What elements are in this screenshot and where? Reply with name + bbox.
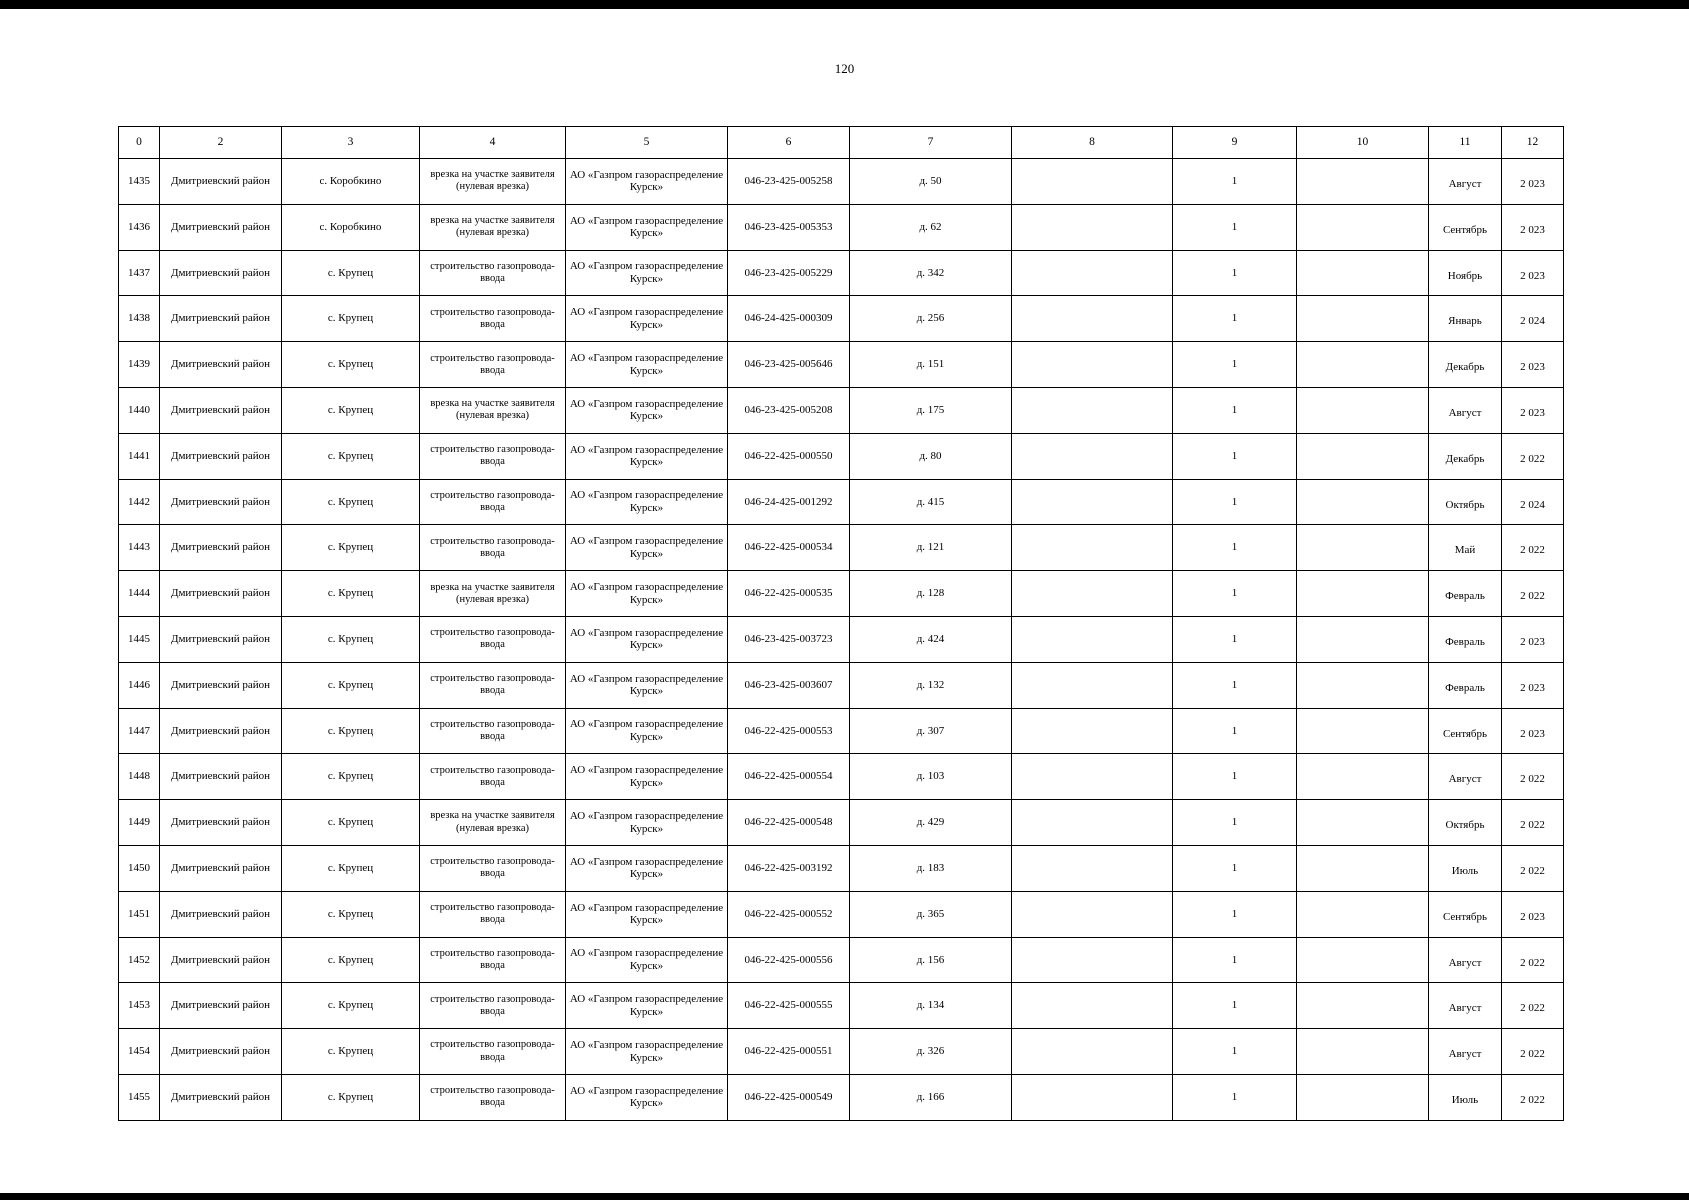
header-row [119, 127, 1564, 159]
settlement-cell: с. Крупец [282, 754, 420, 800]
header-cell: 4 [420, 127, 566, 159]
organization-cell: АО «Газпром газораспределение Курск» [566, 708, 728, 754]
work-type-cell: строительство газопровода-ввода [420, 754, 566, 800]
district-cell: Дмитриевский район [160, 479, 282, 525]
header-cell: 12 [1502, 127, 1564, 159]
application-number-cell: 046-22-425-000553 [728, 708, 850, 754]
column-8-cell [1012, 1074, 1173, 1120]
header-cell: 6 [728, 127, 850, 159]
year-cell: 2 022 [1502, 937, 1564, 983]
application-number-cell: 046-23-425-005229 [728, 250, 850, 296]
table-row [119, 800, 1564, 846]
month-cell: Февраль [1429, 571, 1502, 617]
settlement-cell: с. Крупец [282, 525, 420, 571]
settlement-cell: с. Крупец [282, 891, 420, 937]
organization-cell: АО «Газпром газораспределение Курск» [566, 159, 728, 205]
work-type-cell: строительство газопровода-ввода [420, 662, 566, 708]
address-cell: д. 342 [850, 250, 1012, 296]
column-8-cell [1012, 891, 1173, 937]
address-cell: д. 307 [850, 708, 1012, 754]
district-cell: Дмитриевский район [160, 433, 282, 479]
column-8-cell [1012, 296, 1173, 342]
row-number-cell: 1453 [119, 983, 160, 1029]
column-10-cell [1297, 204, 1429, 250]
header-cell: 2 [160, 127, 282, 159]
column-10-cell [1297, 525, 1429, 571]
column-8-cell [1012, 204, 1173, 250]
column-10-cell [1297, 296, 1429, 342]
column-10-cell [1297, 250, 1429, 296]
table-row [119, 983, 1564, 1029]
row-number-cell: 1447 [119, 708, 160, 754]
settlement-cell: с. Крупец [282, 800, 420, 846]
address-cell: д. 62 [850, 204, 1012, 250]
column-10-cell [1297, 342, 1429, 388]
month-cell: Август [1429, 937, 1502, 983]
table-row [119, 296, 1564, 342]
work-type-cell: строительство газопровода-ввода [420, 708, 566, 754]
organization-cell: АО «Газпром газораспределение Курск» [566, 250, 728, 296]
column-8-cell [1012, 708, 1173, 754]
table-row [119, 754, 1564, 800]
month-cell: Сентябрь [1429, 891, 1502, 937]
settlement-cell: с. Крупец [282, 342, 420, 388]
district-cell: Дмитриевский район [160, 204, 282, 250]
settlement-cell: с. Крупец [282, 387, 420, 433]
settlement-cell: с. Коробкино [282, 204, 420, 250]
work-type-cell: строительство газопровода-ввода [420, 296, 566, 342]
district-cell: Дмитриевский район [160, 983, 282, 1029]
month-cell: Декабрь [1429, 433, 1502, 479]
table-row [119, 250, 1564, 296]
column-8-cell [1012, 662, 1173, 708]
work-type-cell: врезка на участке заявителя (нулевая врезка) [420, 800, 566, 846]
header-cell: 5 [566, 127, 728, 159]
application-number-cell: 046-23-425-003607 [728, 662, 850, 708]
month-cell: Ноябрь [1429, 250, 1502, 296]
column-8-cell [1012, 754, 1173, 800]
quantity-cell: 1 [1173, 662, 1297, 708]
settlement-cell: с. Крупец [282, 1074, 420, 1120]
register-table [118, 126, 1564, 1121]
work-type-cell: строительство газопровода-ввода [420, 983, 566, 1029]
row-number-cell: 1435 [119, 159, 160, 205]
organization-cell: АО «Газпром газораспределение Курск» [566, 1029, 728, 1075]
table-row [119, 891, 1564, 937]
column-10-cell [1297, 983, 1429, 1029]
column-10-cell [1297, 937, 1429, 983]
column-8-cell [1012, 159, 1173, 205]
year-cell: 2 022 [1502, 754, 1564, 800]
address-cell: д. 365 [850, 891, 1012, 937]
row-number-cell: 1445 [119, 616, 160, 662]
address-cell: д. 132 [850, 662, 1012, 708]
year-cell: 2 023 [1502, 662, 1564, 708]
organization-cell: АО «Газпром газораспределение Курск» [566, 845, 728, 891]
column-8-cell [1012, 800, 1173, 846]
application-number-cell: 046-22-425-003192 [728, 845, 850, 891]
row-number-cell: 1439 [119, 342, 160, 388]
address-cell: д. 166 [850, 1074, 1012, 1120]
month-cell: Октябрь [1429, 479, 1502, 525]
work-type-cell: строительство газопровода-ввода [420, 937, 566, 983]
application-number-cell: 046-22-425-000535 [728, 571, 850, 617]
row-number-cell: 1446 [119, 662, 160, 708]
table-header [119, 127, 1564, 159]
year-cell: 2 022 [1502, 800, 1564, 846]
organization-cell: АО «Газпром газораспределение Курск» [566, 937, 728, 983]
month-cell: Май [1429, 525, 1502, 571]
work-type-cell: строительство газопровода-ввода [420, 433, 566, 479]
address-cell: д. 256 [850, 296, 1012, 342]
district-cell: Дмитриевский район [160, 571, 282, 617]
column-10-cell [1297, 891, 1429, 937]
year-cell: 2 023 [1502, 891, 1564, 937]
year-cell: 2 023 [1502, 708, 1564, 754]
year-cell: 2 022 [1502, 433, 1564, 479]
table-row [119, 708, 1564, 754]
table-row [119, 662, 1564, 708]
column-10-cell [1297, 800, 1429, 846]
column-10-cell [1297, 159, 1429, 205]
address-cell: д. 424 [850, 616, 1012, 662]
work-type-cell: врезка на участке заявителя (нулевая врезка) [420, 159, 566, 205]
year-cell: 2 023 [1502, 159, 1564, 205]
column-8-cell [1012, 433, 1173, 479]
district-cell: Дмитриевский район [160, 1074, 282, 1120]
application-number-cell: 046-22-425-000548 [728, 800, 850, 846]
organization-cell: АО «Газпром газораспределение Курск» [566, 525, 728, 571]
quantity-cell: 1 [1173, 616, 1297, 662]
table-row [119, 1029, 1564, 1075]
organization-cell: АО «Газпром газораспределение Курск» [566, 891, 728, 937]
district-cell: Дмитриевский район [160, 250, 282, 296]
table-row [119, 525, 1564, 571]
column-8-cell [1012, 342, 1173, 388]
application-number-cell: 046-22-425-000554 [728, 754, 850, 800]
month-cell: Август [1429, 387, 1502, 433]
quantity-cell: 1 [1173, 159, 1297, 205]
application-number-cell: 046-22-425-000555 [728, 983, 850, 1029]
quantity-cell: 1 [1173, 891, 1297, 937]
row-number-cell: 1452 [119, 937, 160, 983]
settlement-cell: с. Крупец [282, 433, 420, 479]
row-number-cell: 1450 [119, 845, 160, 891]
organization-cell: АО «Газпром газораспределение Курск» [566, 662, 728, 708]
month-cell: Август [1429, 983, 1502, 1029]
application-number-cell: 046-23-425-005646 [728, 342, 850, 388]
row-number-cell: 1440 [119, 387, 160, 433]
address-cell: д. 103 [850, 754, 1012, 800]
settlement-cell: с. Крупец [282, 983, 420, 1029]
quantity-cell: 1 [1173, 525, 1297, 571]
year-cell: 2 023 [1502, 342, 1564, 388]
quantity-cell: 1 [1173, 250, 1297, 296]
quantity-cell: 1 [1173, 800, 1297, 846]
district-cell: Дмитриевский район [160, 159, 282, 205]
column-8-cell [1012, 983, 1173, 1029]
address-cell: д. 151 [850, 342, 1012, 388]
application-number-cell: 046-22-425-000549 [728, 1074, 850, 1120]
organization-cell: АО «Газпром газораспределение Курск» [566, 754, 728, 800]
district-cell: Дмитриевский район [160, 754, 282, 800]
district-cell: Дмитриевский район [160, 891, 282, 937]
column-8-cell [1012, 250, 1173, 296]
work-type-cell: строительство газопровода-ввода [420, 616, 566, 662]
table-row [119, 433, 1564, 479]
settlement-cell: с. Крупец [282, 1029, 420, 1075]
address-cell: д. 80 [850, 433, 1012, 479]
work-type-cell: строительство газопровода-ввода [420, 342, 566, 388]
column-8-cell [1012, 387, 1173, 433]
header-cell: 0 [119, 127, 160, 159]
organization-cell: АО «Газпром газораспределение Курск» [566, 433, 728, 479]
table-row [119, 204, 1564, 250]
work-type-cell: строительство газопровода-ввода [420, 525, 566, 571]
row-number-cell: 1436 [119, 204, 160, 250]
application-number-cell: 046-22-425-000551 [728, 1029, 850, 1075]
header-cell: 7 [850, 127, 1012, 159]
table-row [119, 845, 1564, 891]
work-type-cell: строительство газопровода-ввода [420, 1029, 566, 1075]
row-number-cell: 1454 [119, 1029, 160, 1075]
address-cell: д. 429 [850, 800, 1012, 846]
quantity-cell: 1 [1173, 708, 1297, 754]
table-row [119, 571, 1564, 617]
month-cell: Июль [1429, 845, 1502, 891]
address-cell: д. 156 [850, 937, 1012, 983]
work-type-cell: строительство газопровода-ввода [420, 845, 566, 891]
district-cell: Дмитриевский район [160, 937, 282, 983]
settlement-cell: с. Крупец [282, 662, 420, 708]
header-cell: 3 [282, 127, 420, 159]
year-cell: 2 023 [1502, 204, 1564, 250]
address-cell: д. 326 [850, 1029, 1012, 1075]
quantity-cell: 1 [1173, 845, 1297, 891]
settlement-cell: с. Крупец [282, 937, 420, 983]
application-number-cell: 046-22-425-000550 [728, 433, 850, 479]
row-number-cell: 1441 [119, 433, 160, 479]
application-number-cell: 046-23-425-005208 [728, 387, 850, 433]
work-type-cell: врезка на участке заявителя (нулевая врезка) [420, 571, 566, 617]
table-row [119, 479, 1564, 525]
organization-cell: АО «Газпром газораспределение Курск» [566, 204, 728, 250]
settlement-cell: с. Крупец [282, 250, 420, 296]
year-cell: 2 022 [1502, 1029, 1564, 1075]
column-10-cell [1297, 571, 1429, 617]
row-number-cell: 1438 [119, 296, 160, 342]
organization-cell: АО «Газпром газораспределение Курск» [566, 800, 728, 846]
column-10-cell [1297, 845, 1429, 891]
scan-top-border [0, 0, 1689, 9]
column-10-cell [1297, 433, 1429, 479]
district-cell: Дмитриевский район [160, 296, 282, 342]
district-cell: Дмитриевский район [160, 845, 282, 891]
column-10-cell [1297, 708, 1429, 754]
year-cell: 2 023 [1502, 387, 1564, 433]
district-cell: Дмитриевский район [160, 1029, 282, 1075]
district-cell: Дмитриевский район [160, 662, 282, 708]
column-10-cell [1297, 1029, 1429, 1075]
column-8-cell [1012, 845, 1173, 891]
quantity-cell: 1 [1173, 204, 1297, 250]
month-cell: Июль [1429, 1074, 1502, 1120]
district-cell: Дмитриевский район [160, 387, 282, 433]
column-10-cell [1297, 1074, 1429, 1120]
column-8-cell [1012, 571, 1173, 617]
row-number-cell: 1451 [119, 891, 160, 937]
month-cell: Сентябрь [1429, 204, 1502, 250]
organization-cell: АО «Газпром газораспределение Курск» [566, 571, 728, 617]
district-cell: Дмитриевский район [160, 342, 282, 388]
quantity-cell: 1 [1173, 754, 1297, 800]
table-row [119, 342, 1564, 388]
column-10-cell [1297, 662, 1429, 708]
settlement-cell: с. Крупец [282, 571, 420, 617]
row-number-cell: 1442 [119, 479, 160, 525]
month-cell: Февраль [1429, 616, 1502, 662]
year-cell: 2 022 [1502, 845, 1564, 891]
address-cell: д. 415 [850, 479, 1012, 525]
settlement-cell: с. Крупец [282, 479, 420, 525]
address-cell: д. 128 [850, 571, 1012, 617]
table-body [119, 159, 1564, 1121]
column-10-cell [1297, 387, 1429, 433]
quantity-cell: 1 [1173, 296, 1297, 342]
work-type-cell: строительство газопровода-ввода [420, 891, 566, 937]
header-cell: 11 [1429, 127, 1502, 159]
organization-cell: АО «Газпром газораспределение Курск» [566, 342, 728, 388]
address-cell: д. 50 [850, 159, 1012, 205]
table-row [119, 1074, 1564, 1120]
table-row [119, 937, 1564, 983]
organization-cell: АО «Газпром газораспределение Курск» [566, 387, 728, 433]
work-type-cell: врезка на участке заявителя (нулевая врезка) [420, 387, 566, 433]
year-cell: 2 022 [1502, 1074, 1564, 1120]
header-cell: 10 [1297, 127, 1429, 159]
year-cell: 2 022 [1502, 571, 1564, 617]
address-cell: д. 134 [850, 983, 1012, 1029]
work-type-cell: строительство газопровода-ввода [420, 1074, 566, 1120]
quantity-cell: 1 [1173, 983, 1297, 1029]
application-number-cell: 046-23-425-005258 [728, 159, 850, 205]
header-cell: 8 [1012, 127, 1173, 159]
row-number-cell: 1444 [119, 571, 160, 617]
address-cell: д. 121 [850, 525, 1012, 571]
quantity-cell: 1 [1173, 387, 1297, 433]
application-number-cell: 046-22-425-000556 [728, 937, 850, 983]
quantity-cell: 1 [1173, 1074, 1297, 1120]
application-number-cell: 046-22-425-000552 [728, 891, 850, 937]
quantity-cell: 1 [1173, 937, 1297, 983]
application-number-cell: 046-24-425-001292 [728, 479, 850, 525]
organization-cell: АО «Газпром газораспределение Курск» [566, 983, 728, 1029]
settlement-cell: с. Крупец [282, 296, 420, 342]
application-number-cell: 046-23-425-005353 [728, 204, 850, 250]
row-number-cell: 1443 [119, 525, 160, 571]
column-8-cell [1012, 937, 1173, 983]
quantity-cell: 1 [1173, 571, 1297, 617]
district-cell: Дмитриевский район [160, 708, 282, 754]
column-8-cell [1012, 616, 1173, 662]
district-cell: Дмитриевский район [160, 525, 282, 571]
quantity-cell: 1 [1173, 342, 1297, 388]
quantity-cell: 1 [1173, 1029, 1297, 1075]
month-cell: Февраль [1429, 662, 1502, 708]
table-row [119, 159, 1564, 205]
column-8-cell [1012, 479, 1173, 525]
month-cell: Август [1429, 159, 1502, 205]
address-cell: д. 183 [850, 845, 1012, 891]
year-cell: 2 024 [1502, 479, 1564, 525]
organization-cell: АО «Газпром газораспределение Курск» [566, 296, 728, 342]
month-cell: Октябрь [1429, 800, 1502, 846]
month-cell: Январь [1429, 296, 1502, 342]
column-10-cell [1297, 479, 1429, 525]
settlement-cell: с. Крупец [282, 616, 420, 662]
quantity-cell: 1 [1173, 433, 1297, 479]
district-cell: Дмитриевский район [160, 616, 282, 662]
settlement-cell: с. Крупец [282, 845, 420, 891]
month-cell: Декабрь [1429, 342, 1502, 388]
quantity-cell: 1 [1173, 479, 1297, 525]
application-number-cell: 046-22-425-000534 [728, 525, 850, 571]
settlement-cell: с. Коробкино [282, 159, 420, 205]
row-number-cell: 1448 [119, 754, 160, 800]
month-cell: Сентябрь [1429, 708, 1502, 754]
district-cell: Дмитриевский район [160, 800, 282, 846]
month-cell: Август [1429, 754, 1502, 800]
organization-cell: АО «Газпром газораспределение Курск» [566, 616, 728, 662]
year-cell: 2 024 [1502, 296, 1564, 342]
row-number-cell: 1437 [119, 250, 160, 296]
work-type-cell: строительство газопровода-ввода [420, 479, 566, 525]
column-8-cell [1012, 525, 1173, 571]
column-10-cell [1297, 616, 1429, 662]
settlement-cell: с. Крупец [282, 708, 420, 754]
page-number: 120 [834, 61, 855, 76]
work-type-cell: строительство газопровода-ввода [420, 250, 566, 296]
year-cell: 2 022 [1502, 525, 1564, 571]
address-cell: д. 175 [850, 387, 1012, 433]
table-row [119, 387, 1564, 433]
work-type-cell: врезка на участке заявителя (нулевая врезка) [420, 204, 566, 250]
column-8-cell [1012, 1029, 1173, 1075]
row-number-cell: 1449 [119, 800, 160, 846]
organization-cell: АО «Газпром газораспределение Курск» [566, 1074, 728, 1120]
month-cell: Август [1429, 1029, 1502, 1075]
organization-cell: АО «Газпром газораспределение Курск» [566, 479, 728, 525]
year-cell: 2 023 [1502, 250, 1564, 296]
application-number-cell: 046-24-425-000309 [728, 296, 850, 342]
application-number-cell: 046-23-425-003723 [728, 616, 850, 662]
header-cell: 9 [1173, 127, 1297, 159]
column-10-cell [1297, 754, 1429, 800]
row-number-cell: 1455 [119, 1074, 160, 1120]
scan-bottom-border [0, 1193, 1689, 1200]
table-row [119, 616, 1564, 662]
year-cell: 2 022 [1502, 983, 1564, 1029]
year-cell: 2 023 [1502, 616, 1564, 662]
